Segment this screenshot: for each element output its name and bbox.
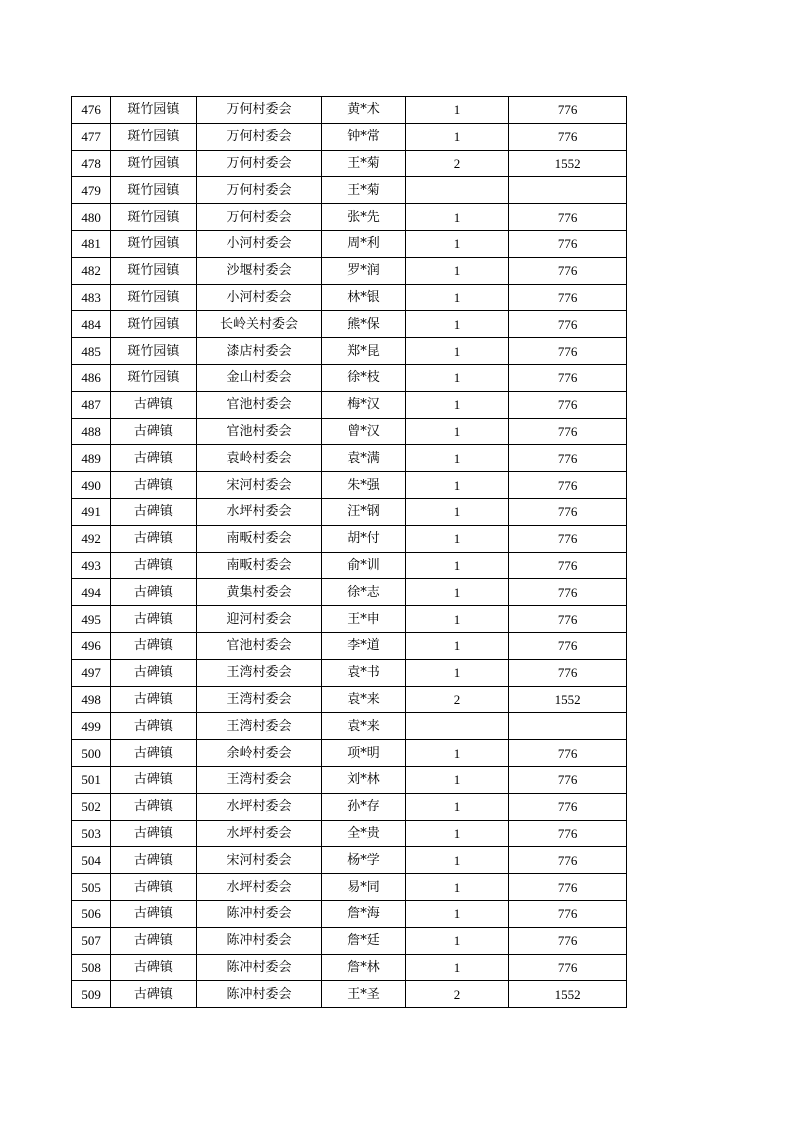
town-cell: 古碑镇 xyxy=(111,713,196,740)
count-cell: 1 xyxy=(405,97,509,124)
count-cell: 2 xyxy=(405,150,509,177)
village-committee-cell: 水坪村委会 xyxy=(196,874,322,901)
town-cell: 古碑镇 xyxy=(111,445,196,472)
amount-cell: 776 xyxy=(509,525,627,552)
table-row xyxy=(72,230,627,257)
person-name-cell: 郑*昆 xyxy=(322,338,405,365)
person-name-cell: 王*申 xyxy=(322,606,405,633)
amount-cell: 776 xyxy=(509,927,627,954)
amount-cell: 776 xyxy=(509,257,627,284)
person-name-cell: 李*道 xyxy=(322,632,405,659)
town-cell: 斑竹园镇 xyxy=(111,311,196,338)
amount-cell: 776 xyxy=(509,820,627,847)
person-name-cell: 詹*廷 xyxy=(322,927,405,954)
count-cell: 1 xyxy=(405,579,509,606)
count-cell: 1 xyxy=(405,472,509,499)
row-number-cell: 494 xyxy=(72,579,111,606)
count-cell: 1 xyxy=(405,927,509,954)
count-cell: 1 xyxy=(405,954,509,981)
table-row xyxy=(72,498,627,525)
town-cell: 古碑镇 xyxy=(111,579,196,606)
table-row xyxy=(72,900,627,927)
person-name-cell: 周*利 xyxy=(322,230,405,257)
town-cell: 古碑镇 xyxy=(111,552,196,579)
amount-cell: 776 xyxy=(509,740,627,767)
person-name-cell: 汪*钢 xyxy=(322,498,405,525)
town-cell: 古碑镇 xyxy=(111,606,196,633)
town-cell: 斑竹园镇 xyxy=(111,284,196,311)
count-cell: 1 xyxy=(405,311,509,338)
table-row xyxy=(72,927,627,954)
table-row xyxy=(72,606,627,633)
table-row xyxy=(72,981,627,1008)
table-row xyxy=(72,820,627,847)
amount-cell: 776 xyxy=(509,766,627,793)
table-row xyxy=(72,364,627,391)
amount-cell: 776 xyxy=(509,204,627,231)
table-row xyxy=(72,472,627,499)
person-name-cell: 徐*枝 xyxy=(322,364,405,391)
amount-cell: 776 xyxy=(509,900,627,927)
amount-cell: 776 xyxy=(509,552,627,579)
village-committee-cell: 小河村委会 xyxy=(196,230,322,257)
count-cell: 1 xyxy=(405,847,509,874)
person-name-cell: 曾*汉 xyxy=(322,418,405,445)
village-committee-cell: 水坪村委会 xyxy=(196,498,322,525)
person-name-cell: 袁*书 xyxy=(322,659,405,686)
row-number-cell: 476 xyxy=(72,97,111,124)
amount-cell: 776 xyxy=(509,874,627,901)
town-cell: 斑竹园镇 xyxy=(111,123,196,150)
village-committee-cell: 万何村委会 xyxy=(196,97,322,124)
person-name-cell: 詹*林 xyxy=(322,954,405,981)
amount-cell: 1552 xyxy=(509,686,627,713)
row-number-cell: 492 xyxy=(72,525,111,552)
amount-cell: 776 xyxy=(509,445,627,472)
amount-cell xyxy=(509,713,627,740)
village-committee-cell: 万何村委会 xyxy=(196,204,322,231)
amount-cell: 776 xyxy=(509,391,627,418)
table-row xyxy=(72,954,627,981)
table-row xyxy=(72,338,627,365)
town-cell: 古碑镇 xyxy=(111,820,196,847)
village-committee-cell: 王湾村委会 xyxy=(196,766,322,793)
person-name-cell: 刘*林 xyxy=(322,766,405,793)
count-cell: 1 xyxy=(405,204,509,231)
row-number-cell: 484 xyxy=(72,311,111,338)
amount-cell xyxy=(509,177,627,204)
row-number-cell: 490 xyxy=(72,472,111,499)
person-name-cell: 胡*付 xyxy=(322,525,405,552)
person-name-cell: 王*圣 xyxy=(322,981,405,1008)
village-committee-cell: 王湾村委会 xyxy=(196,713,322,740)
count-cell: 1 xyxy=(405,606,509,633)
count-cell: 2 xyxy=(405,981,509,1008)
person-name-cell: 袁*满 xyxy=(322,445,405,472)
amount-cell: 776 xyxy=(509,472,627,499)
amount-cell: 776 xyxy=(509,498,627,525)
person-name-cell: 梅*汉 xyxy=(322,391,405,418)
village-committee-cell: 万何村委会 xyxy=(196,123,322,150)
town-cell: 斑竹园镇 xyxy=(111,257,196,284)
person-name-cell: 罗*润 xyxy=(322,257,405,284)
amount-cell: 776 xyxy=(509,338,627,365)
town-cell: 古碑镇 xyxy=(111,686,196,713)
count-cell: 1 xyxy=(405,123,509,150)
table-row xyxy=(72,659,627,686)
village-committee-cell: 沙堰村委会 xyxy=(196,257,322,284)
count-cell: 1 xyxy=(405,338,509,365)
person-name-cell: 王*菊 xyxy=(322,177,405,204)
row-number-cell: 480 xyxy=(72,204,111,231)
town-cell: 古碑镇 xyxy=(111,740,196,767)
town-cell: 古碑镇 xyxy=(111,954,196,981)
village-committee-cell: 水坪村委会 xyxy=(196,793,322,820)
amount-cell: 776 xyxy=(509,230,627,257)
count-cell: 1 xyxy=(405,900,509,927)
count-cell: 1 xyxy=(405,257,509,284)
town-cell: 斑竹园镇 xyxy=(111,338,196,365)
row-number-cell: 506 xyxy=(72,900,111,927)
amount-cell: 776 xyxy=(509,418,627,445)
count-cell xyxy=(405,177,509,204)
town-cell: 古碑镇 xyxy=(111,498,196,525)
village-committee-cell: 袁岭村委会 xyxy=(196,445,322,472)
table-row xyxy=(72,123,627,150)
town-cell: 斑竹园镇 xyxy=(111,97,196,124)
village-committee-cell: 官池村委会 xyxy=(196,632,322,659)
count-cell: 2 xyxy=(405,686,509,713)
town-cell: 古碑镇 xyxy=(111,418,196,445)
amount-cell: 776 xyxy=(509,579,627,606)
town-cell: 古碑镇 xyxy=(111,981,196,1008)
count-cell: 1 xyxy=(405,418,509,445)
row-number-cell: 485 xyxy=(72,338,111,365)
table-row xyxy=(72,445,627,472)
count-cell: 1 xyxy=(405,552,509,579)
table-row xyxy=(72,686,627,713)
person-name-cell: 钟*常 xyxy=(322,123,405,150)
person-name-cell: 林*银 xyxy=(322,284,405,311)
table-row xyxy=(72,97,627,124)
count-cell: 1 xyxy=(405,391,509,418)
row-number-cell: 508 xyxy=(72,954,111,981)
town-cell: 古碑镇 xyxy=(111,391,196,418)
row-number-cell: 483 xyxy=(72,284,111,311)
row-number-cell: 488 xyxy=(72,418,111,445)
town-cell: 古碑镇 xyxy=(111,525,196,552)
count-cell xyxy=(405,713,509,740)
village-committee-cell: 漆店村委会 xyxy=(196,338,322,365)
village-committee-cell: 宋河村委会 xyxy=(196,472,322,499)
count-cell: 1 xyxy=(405,793,509,820)
amount-cell: 776 xyxy=(509,284,627,311)
village-committee-cell: 陈冲村委会 xyxy=(196,981,322,1008)
village-committee-cell: 万何村委会 xyxy=(196,177,322,204)
row-number-cell: 509 xyxy=(72,981,111,1008)
row-number-cell: 478 xyxy=(72,150,111,177)
town-cell: 古碑镇 xyxy=(111,766,196,793)
row-number-cell: 499 xyxy=(72,713,111,740)
village-committee-cell: 南畈村委会 xyxy=(196,552,322,579)
town-cell: 古碑镇 xyxy=(111,659,196,686)
count-cell: 1 xyxy=(405,525,509,552)
village-committee-cell: 宋河村委会 xyxy=(196,847,322,874)
amount-cell: 776 xyxy=(509,793,627,820)
row-number-cell: 493 xyxy=(72,552,111,579)
row-number-cell: 504 xyxy=(72,847,111,874)
table-row xyxy=(72,150,627,177)
town-cell: 斑竹园镇 xyxy=(111,364,196,391)
row-number-cell: 496 xyxy=(72,632,111,659)
row-number-cell: 479 xyxy=(72,177,111,204)
amount-cell: 776 xyxy=(509,632,627,659)
table-row xyxy=(72,632,627,659)
person-name-cell: 张*先 xyxy=(322,204,405,231)
row-number-cell: 482 xyxy=(72,257,111,284)
row-number-cell: 491 xyxy=(72,498,111,525)
town-cell: 古碑镇 xyxy=(111,847,196,874)
row-number-cell: 497 xyxy=(72,659,111,686)
village-committee-cell: 官池村委会 xyxy=(196,391,322,418)
row-number-cell: 481 xyxy=(72,230,111,257)
row-number-cell: 501 xyxy=(72,766,111,793)
amount-cell: 776 xyxy=(509,606,627,633)
amount-cell: 776 xyxy=(509,97,627,124)
amount-cell: 776 xyxy=(509,123,627,150)
amount-cell: 776 xyxy=(509,847,627,874)
amount-cell: 776 xyxy=(509,954,627,981)
table-row xyxy=(72,391,627,418)
table-row xyxy=(72,284,627,311)
table-row xyxy=(72,311,627,338)
amount-cell: 1552 xyxy=(509,150,627,177)
row-number-cell: 486 xyxy=(72,364,111,391)
count-cell: 1 xyxy=(405,498,509,525)
village-committee-cell: 官池村委会 xyxy=(196,418,322,445)
town-cell: 斑竹园镇 xyxy=(111,230,196,257)
count-cell: 1 xyxy=(405,740,509,767)
town-cell: 古碑镇 xyxy=(111,927,196,954)
table-row xyxy=(72,740,627,767)
village-committee-cell: 黄集村委会 xyxy=(196,579,322,606)
town-cell: 斑竹园镇 xyxy=(111,177,196,204)
row-number-cell: 498 xyxy=(72,686,111,713)
row-number-cell: 477 xyxy=(72,123,111,150)
person-name-cell: 孙*存 xyxy=(322,793,405,820)
table-row xyxy=(72,579,627,606)
count-cell: 1 xyxy=(405,659,509,686)
village-committee-cell: 余岭村委会 xyxy=(196,740,322,767)
town-cell: 古碑镇 xyxy=(111,632,196,659)
town-cell: 古碑镇 xyxy=(111,472,196,499)
town-cell: 古碑镇 xyxy=(111,793,196,820)
person-name-cell: 黄*术 xyxy=(322,97,405,124)
table-row xyxy=(72,847,627,874)
town-cell: 古碑镇 xyxy=(111,900,196,927)
town-cell: 斑竹园镇 xyxy=(111,204,196,231)
village-committee-cell: 王湾村委会 xyxy=(196,659,322,686)
village-committee-cell: 水坪村委会 xyxy=(196,820,322,847)
village-committee-cell: 陈冲村委会 xyxy=(196,954,322,981)
person-name-cell: 项*明 xyxy=(322,740,405,767)
amount-cell: 776 xyxy=(509,311,627,338)
table-row xyxy=(72,418,627,445)
row-number-cell: 507 xyxy=(72,927,111,954)
table-row xyxy=(72,204,627,231)
count-cell: 1 xyxy=(405,766,509,793)
row-number-cell: 487 xyxy=(72,391,111,418)
person-name-cell: 朱*强 xyxy=(322,472,405,499)
amount-cell: 776 xyxy=(509,364,627,391)
amount-cell: 776 xyxy=(509,659,627,686)
row-number-cell: 505 xyxy=(72,874,111,901)
table-body xyxy=(72,97,627,1008)
person-name-cell: 詹*海 xyxy=(322,900,405,927)
table-row xyxy=(72,793,627,820)
person-name-cell: 易*同 xyxy=(322,874,405,901)
person-name-cell: 熊*保 xyxy=(322,311,405,338)
table-row xyxy=(72,713,627,740)
row-number-cell: 503 xyxy=(72,820,111,847)
village-committee-cell: 金山村委会 xyxy=(196,364,322,391)
village-committee-cell: 迎河村委会 xyxy=(196,606,322,633)
person-name-cell: 王*菊 xyxy=(322,150,405,177)
row-number-cell: 495 xyxy=(72,606,111,633)
row-number-cell: 500 xyxy=(72,740,111,767)
count-cell: 1 xyxy=(405,820,509,847)
village-committee-cell: 长岭关村委会 xyxy=(196,311,322,338)
village-committee-cell: 陈冲村委会 xyxy=(196,900,322,927)
row-number-cell: 502 xyxy=(72,793,111,820)
village-committee-cell: 王湾村委会 xyxy=(196,686,322,713)
table-row xyxy=(72,257,627,284)
person-name-cell: 全*贵 xyxy=(322,820,405,847)
village-committee-cell: 小河村委会 xyxy=(196,284,322,311)
table-row xyxy=(72,552,627,579)
count-cell: 1 xyxy=(405,284,509,311)
amount-cell: 1552 xyxy=(509,981,627,1008)
count-cell: 1 xyxy=(405,230,509,257)
table-row xyxy=(72,874,627,901)
person-name-cell: 袁*来 xyxy=(322,686,405,713)
person-name-cell: 袁*来 xyxy=(322,713,405,740)
village-committee-cell: 陈冲村委会 xyxy=(196,927,322,954)
count-cell: 1 xyxy=(405,874,509,901)
person-name-cell: 俞*训 xyxy=(322,552,405,579)
town-cell: 斑竹园镇 xyxy=(111,150,196,177)
person-name-cell: 杨*学 xyxy=(322,847,405,874)
village-committee-cell: 万何村委会 xyxy=(196,150,322,177)
count-cell: 1 xyxy=(405,632,509,659)
town-cell: 古碑镇 xyxy=(111,874,196,901)
subsidy-table xyxy=(71,96,627,1008)
person-name-cell: 徐*志 xyxy=(322,579,405,606)
table-row xyxy=(72,177,627,204)
table-row xyxy=(72,766,627,793)
village-committee-cell: 南畈村委会 xyxy=(196,525,322,552)
table-row xyxy=(72,525,627,552)
count-cell: 1 xyxy=(405,364,509,391)
row-number-cell: 489 xyxy=(72,445,111,472)
count-cell: 1 xyxy=(405,445,509,472)
